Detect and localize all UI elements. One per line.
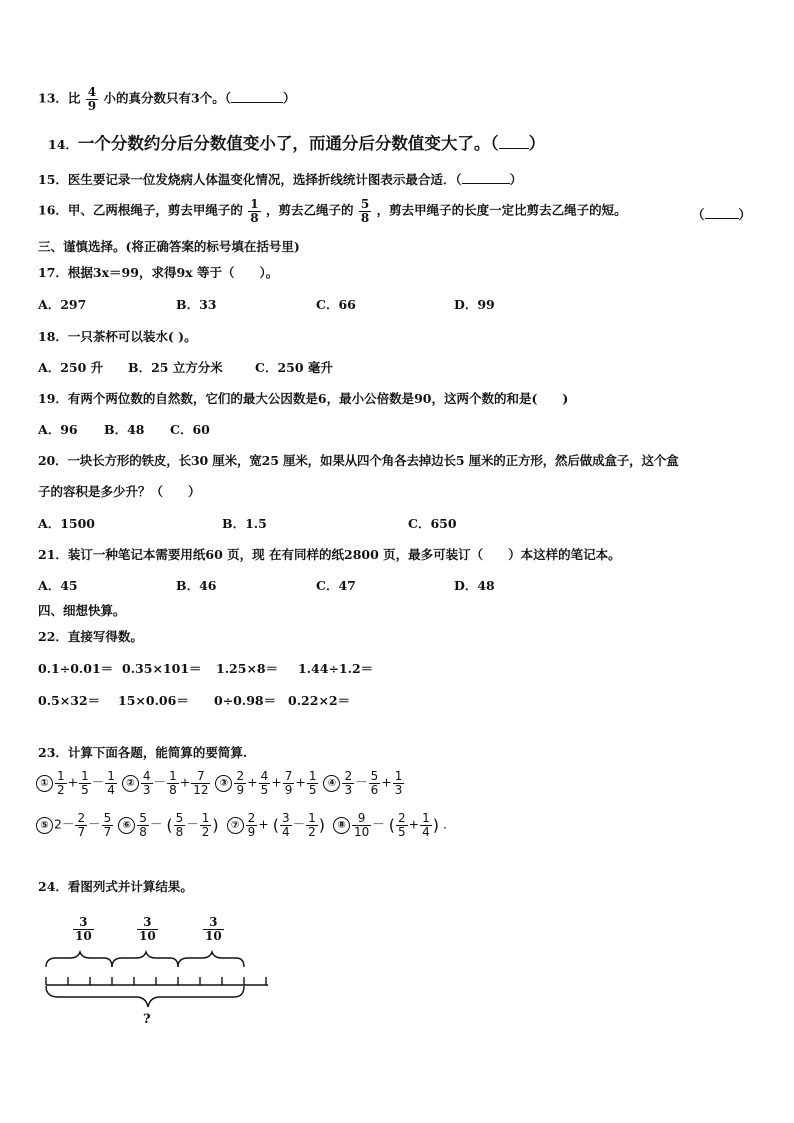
question-16: 16．甲、乙两根绳子，剪去甲绳子的 $\frac{1}{8}$ ，剪去乙绳子的 $\frac{5}{8}$ ，剪去甲绳子的长度一定比剪去乙绳子的短。 bbox=[38, 197, 627, 225]
mark-4: ④ bbox=[323, 775, 340, 792]
mark-1: ① bbox=[36, 775, 53, 792]
question-20-line-1: 20．一块长方形的铁皮，长30 厘米，宽25 厘米，如果从四个角各去掉边长5 厘米的正方形，然后做成盒子，这个盒 bbox=[38, 453, 679, 468]
option-c[interactable]: C．650 bbox=[408, 516, 457, 531]
option-b[interactable]: B．48 bbox=[104, 422, 145, 437]
question-19: 19．有两个两位数的自然数，它们的最大公因数是6，最小公倍数是90，这两个数的和是( ) bbox=[38, 391, 569, 406]
section-4-title: 四、细想快算。 bbox=[38, 603, 126, 618]
option-c[interactable]: C．60 bbox=[170, 422, 210, 437]
fraction: $\frac{4}{9}$ bbox=[87, 85, 97, 113]
question-17: 17．根据3x＝99，求得9x 等于（ ）。 bbox=[38, 265, 279, 280]
question-20-line-2: 子的容积是多少升？（ ） bbox=[38, 484, 201, 499]
section-3-title: 三、谨慎选择。(将正确答案的标号填在括号里) bbox=[38, 239, 300, 254]
calc-item: 1.44÷1.2＝ bbox=[298, 661, 374, 676]
segment-label-1: $\frac{3}{10}$ bbox=[75, 915, 92, 943]
question-23: 23．计算下面各题，能简算的要简算. bbox=[38, 745, 248, 760]
question-22: 22．直接写得数。 bbox=[38, 629, 143, 644]
option-b[interactable]: B．1.5 bbox=[222, 516, 267, 531]
mark-2: ② bbox=[122, 775, 139, 792]
answer-blank[interactable] bbox=[705, 206, 739, 219]
segment-diagram bbox=[40, 912, 275, 1037]
option-a[interactable]: A．1500 bbox=[38, 516, 95, 531]
mark-8: ⑧ bbox=[333, 817, 350, 834]
segment-label-2: $\frac{3}{10}$ bbox=[139, 915, 156, 943]
question-21: 21．装订一种笔记本需要用纸60 页，现 在有同样的纸2800 页，最多可装订（ ）本这样的笔记本。 bbox=[38, 547, 621, 562]
fraction: $\frac{5}{8}$ bbox=[360, 197, 370, 225]
question-mark: ? bbox=[143, 1012, 151, 1027]
option-a[interactable]: A．96 bbox=[38, 422, 78, 437]
expression-row-2: ⑤ 2－ $\frac{2}{7}$ － $\frac{5}{7}$ ⑥ $\frac{5}{8}$ － ( $\frac{5}{8}$ － $\frac{1}{2}$ ) ⑦ $\frac{2}{9}$ + ( $\frac{3}{4}$ － $\frac{1}{2}$ ) ⑧ $\frac{9}{10}$ － ( $\frac{2}{5}$ + $\frac{1}{4}$ ) . bbox=[36, 812, 447, 838]
calc-item: 1.25×8＝ bbox=[216, 661, 279, 676]
question-14: 14．一个分数约分后分数值变小了，而通分后分数值变大了。（ ） bbox=[48, 134, 546, 153]
mark-5: ⑤ bbox=[36, 817, 53, 834]
answer-blank[interactable] bbox=[231, 90, 283, 103]
expression-row-1: ① $\frac{1}{2}$ + $\frac{1}{5}$ － $\frac{1}{4}$ ② $\frac{4}{3}$ － $\frac{1}{8}$ + $\frac{7}{12}$ ③ $\frac{2}{9}$ + $\frac{4}{5}$ + $\frac{7}{9}$ + $\frac{1}{5}$ ④ $\frac{2}{3}$ － $\frac{5}{6}$ + $\frac{1}{3}$ bbox=[36, 770, 405, 796]
question-24: 24．看图列式并计算结果。 bbox=[38, 879, 193, 894]
mark-7: ⑦ bbox=[227, 817, 244, 834]
segment-label-3: $\frac{3}{10}$ bbox=[205, 915, 222, 943]
calc-item: 0.1÷0.01＝ bbox=[38, 661, 114, 676]
option-a[interactable]: A．297 bbox=[38, 297, 87, 312]
calc-item: 0.22×2＝ bbox=[288, 693, 351, 708]
fraction: $\frac{1}{8}$ bbox=[250, 197, 259, 225]
number-line-diagram bbox=[40, 912, 275, 1037]
mark-6: ⑥ bbox=[118, 817, 135, 834]
question-16-blank: （ ） bbox=[692, 207, 752, 222]
mark-3: ③ bbox=[215, 775, 232, 792]
calc-item: 0.5×32＝ bbox=[38, 693, 101, 708]
option-b[interactable]: B．25 立方分米 bbox=[128, 360, 223, 375]
option-b[interactable]: B．46 bbox=[176, 578, 217, 593]
option-d[interactable]: D．99 bbox=[454, 297, 495, 312]
answer-blank[interactable] bbox=[462, 171, 510, 184]
option-a[interactable]: A．45 bbox=[38, 578, 78, 593]
option-a[interactable]: A．250 升 bbox=[38, 360, 104, 375]
option-d[interactable]: D．48 bbox=[454, 578, 495, 593]
option-c[interactable]: C．250 毫升 bbox=[255, 360, 333, 375]
question-15: 15．医生要记录一位发烧病人体温变化情况，选择折线统计图表示最合适．（ ） bbox=[38, 172, 523, 187]
question-18: 18．一只茶杯可以装水( )。 bbox=[38, 329, 197, 344]
calc-item: 15×0.06＝ bbox=[118, 693, 189, 708]
option-c[interactable]: C．47 bbox=[316, 578, 356, 593]
question-13: 13．比 $\frac{4}{9}$ 小的真分数只有3个。（ ） bbox=[38, 85, 296, 113]
calc-item: 0÷0.98＝ bbox=[214, 693, 277, 708]
option-b[interactable]: B．33 bbox=[176, 297, 217, 312]
option-c[interactable]: C．66 bbox=[316, 297, 356, 312]
calc-item: 0.35×101＝ bbox=[122, 661, 202, 676]
answer-blank[interactable] bbox=[499, 133, 529, 149]
